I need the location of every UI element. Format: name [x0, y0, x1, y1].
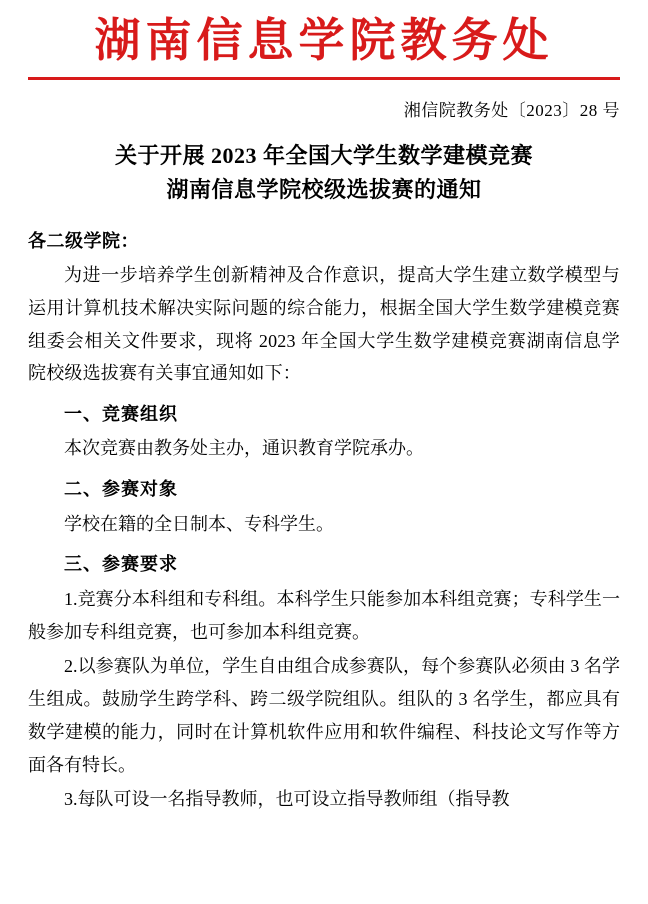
section-3-paragraph-2: 2.以参赛队为单位，学生自由组合成参赛队，每个参赛队必须由 3 名学生组成。鼓励学生跨学科、跨二级学院组队。组队的 3 名学生，都应具有数学建模的能力，同时在计算机软件应用和软件编程、科技论文写作等方面各有特长。: [28, 656, 620, 775]
page-title-line-1: 关于开展 2023 年全国大学生数学建模竞赛: [114, 142, 533, 168]
section-3-paragraph-1: 1.竞赛分本科组和专科组。本科学生只能参加本科组竞赛；专科学生一般参加专科组竞赛，也可参加本科组竞赛。: [28, 588, 620, 642]
section-heading-3: 三、参赛要求: [64, 554, 178, 575]
section-heading-2: 二、参赛对象: [64, 479, 178, 500]
section-2-paragraph-1: 学校在籍的全日制本、专科学生。: [64, 513, 334, 534]
masthead-divider: [28, 77, 620, 80]
page-title-line-2: 湖南信息学院校级选拔赛的通知: [166, 176, 482, 202]
section-heading-1: 一、竞赛组织: [64, 404, 178, 425]
masthead: [28, 0, 620, 80]
intro-paragraph: 为进一步培养学生创新精神及合作意识，提高大学生建立数学模型与运用计算机技术解决实际问题的综合能力，根据全国大学生数学建模竞赛组委会相关文件要求，现将 2023 年全国大学生数学建模竞赛湖南信息学院校级选拔赛有关事宜通知如下：: [28, 265, 620, 384]
document-number: 湘信院教务处〔2023〕28 号: [403, 100, 620, 120]
masthead-title: 湖南信息学院教务处: [94, 13, 554, 67]
salutation: 各二级学院：: [28, 231, 139, 252]
page-title: [28, 139, 620, 207]
section-3-paragraph-3: 3.每队可设一名指导教师，也可设立指导教师组（指导教: [64, 789, 510, 810]
section-1-paragraph-1: 本次竞赛由教务处主办，通识教育学院承办。: [64, 438, 424, 459]
